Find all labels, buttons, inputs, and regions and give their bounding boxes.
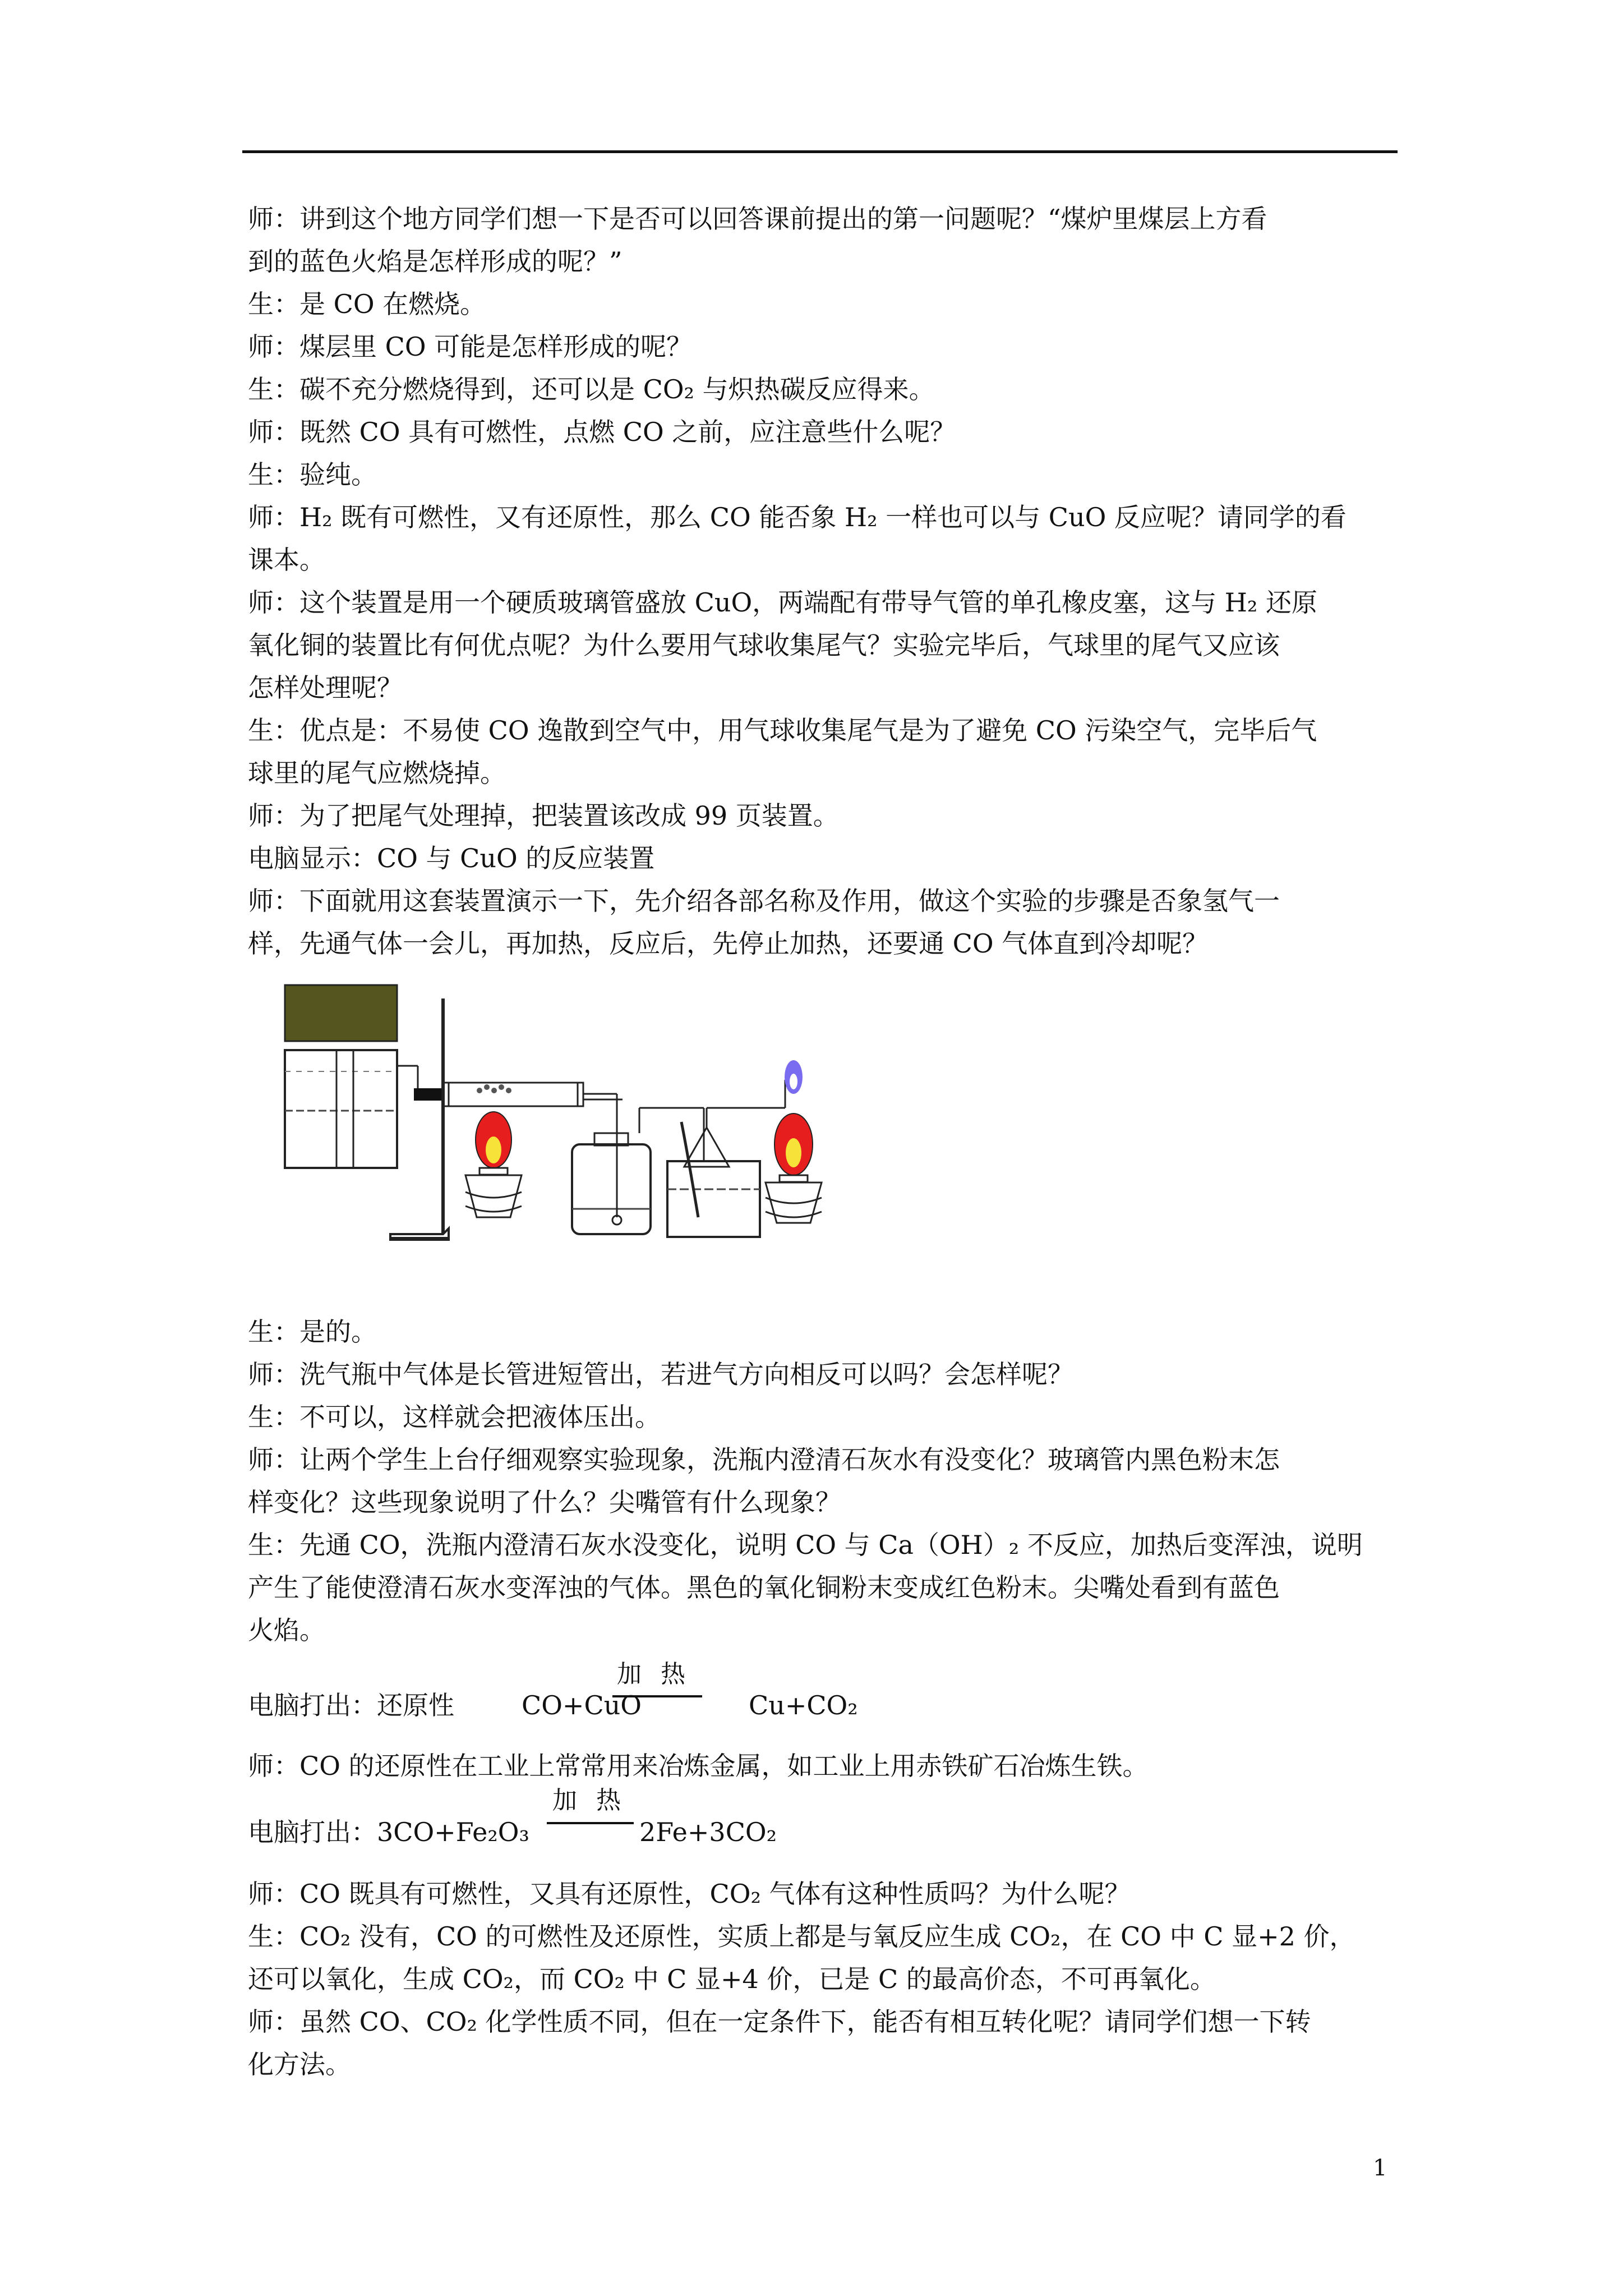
text-line: 化方法。 (248, 2049, 351, 2079)
text-line: 师：H₂ 既有可燃性，又有还原性，那么 CO 能否象 H₂ 一样也可以与 CuO 反应呢？请同学的看 (248, 502, 1347, 532)
equation-prefix: 电脑打出：还原性 (248, 1690, 454, 1720)
text-line: 师：这个装置是用一个硬质玻璃管盛放 CuO，两端配有带导气管的单孔橡皮塞，这与 H₂ 还原 (248, 587, 1317, 618)
equation-arrow-bar (612, 1695, 702, 1697)
text-line: 生：先通 CO，洗瓶内澄清石灰水没变化，说明 CO 与 Ca（OH）₂ 不反应，加热后变浑浊，说明 (248, 1530, 1363, 1560)
text-line: 生：不可以，这样就会把液体压出。 (248, 1402, 661, 1432)
text-line: 师：煤层里 CO 可能是怎样形成的呢？ (248, 332, 693, 362)
text-line: 师：为了把尾气处理掉，把装置该改成 99 页装置。 (248, 800, 839, 831)
text-line-metallurgy: 师：CO 的还原性在工业上常常用来冶炼金属，如工业上用赤铁矿石冶炼生铁。 (248, 1751, 1149, 1781)
equation-arrow-bar (547, 1822, 634, 1824)
text-line: 球里的尾气应燃烧掉。 (248, 758, 506, 788)
text-block-3 (248, 1872, 1403, 2086)
equation-products: 2Fe+3CO₂ (639, 1817, 777, 1847)
text-line: 生：碳不充分燃烧得到，还可以是 CO₂ 与炽热碳反应得来。 (248, 374, 935, 404)
text-line: 生：是 CO 在燃烧。 (248, 289, 486, 319)
text-line: 师：虽然 CO、CO₂ 化学性质不同，但在一定条件下，能否有相互转化呢？请同学们想一下转 (248, 2007, 1311, 2037)
text-line: 师：让两个学生上台仔细观察实验现象，洗瓶内澄清石灰水有没变化？玻璃管内黑色粉末怎 (248, 1444, 1280, 1475)
text-line: 氧化铜的装置比有何优点呢？为什么要用气球收集尾气？实验完毕后，气球里的尾气又应该 (248, 630, 1280, 660)
text-line: 产生了能使澄清石灰水变浑浊的气体。黑色的氧化铜粉末变成红色粉末。尖嘴处看到有蓝色 (248, 1572, 1280, 1603)
text-line: 生：是的。 (248, 1317, 377, 1347)
text-line: 火焰。 (248, 1615, 325, 1645)
text-line: 生：验纯。 (248, 459, 377, 490)
text-block-2 (248, 1310, 1403, 1651)
text-line: 生：CO₂ 没有，CO 的可燃性及还原性，实质上都是与氧反应生成 CO₂，在 CO 中 C 显+2 价， (248, 1921, 1355, 1952)
text-line: 电脑显示：CO 与 CuO 的反应装置 (248, 843, 655, 873)
text-line: 样变化？这些现象说明了什么？尖嘴管有什么现象？ (248, 1487, 841, 1517)
text-line: 到的蓝色火焰是怎样形成的呢？” (248, 246, 623, 277)
equation-condition: 加 热 (552, 1786, 626, 1815)
equation-products: Cu+CO₂ (749, 1690, 858, 1720)
equation-prefix: 电脑打出：3CO+Fe₂O₃ (248, 1817, 529, 1847)
equation-reactants: CO+CuO (522, 1690, 642, 1720)
page-number: 1 (1373, 2155, 1387, 2181)
text-line: 师：下面就用这套装置演示一下，先介绍各部名称及作用，做这个实验的步骤是否象氢气一 (248, 886, 1280, 916)
text-line: 样，先通气体一会儿，再加热，反应后，先停止加热，还要通 CO 气体直到冷却呢？ (248, 928, 1209, 959)
equation-condition: 加 热 (617, 1660, 691, 1688)
text-line: 还可以氧化，生成 CO₂，而 CO₂ 中 C 显+4 价，已是 C 的最高价态，不可再氧化。 (248, 1964, 1216, 1994)
text-block-1 (248, 197, 1403, 965)
text-line: 师：洗气瓶中气体是长管进短管出，若进气方向相反可以吗？会怎样呢？ (248, 1359, 1073, 1389)
header-rule (242, 150, 1398, 153)
text-line: 怎样处理呢？ (248, 673, 403, 703)
text-line: 师：讲到这个地方同学们想一下是否可以回答课前提出的第一问题呢？“煤炉里煤层上方看 (248, 204, 1267, 234)
text-line: 生：优点是：不易使 CO 逸散到空气中，用气球收集尾气是为了避免 CO 污染空气，完毕后气 (248, 715, 1317, 746)
text-line: 师：既然 CO 具有可燃性，点燃 CO 之前，应注意些什么呢？ (248, 417, 956, 447)
co-cuo-apparatus-figure (280, 982, 841, 1251)
text-line: 师：CO 既具有可燃性，又具有还原性，CO₂ 气体有这种性质吗？为什么呢？ (248, 1879, 1131, 1909)
text-line: 课本。 (248, 545, 325, 575)
